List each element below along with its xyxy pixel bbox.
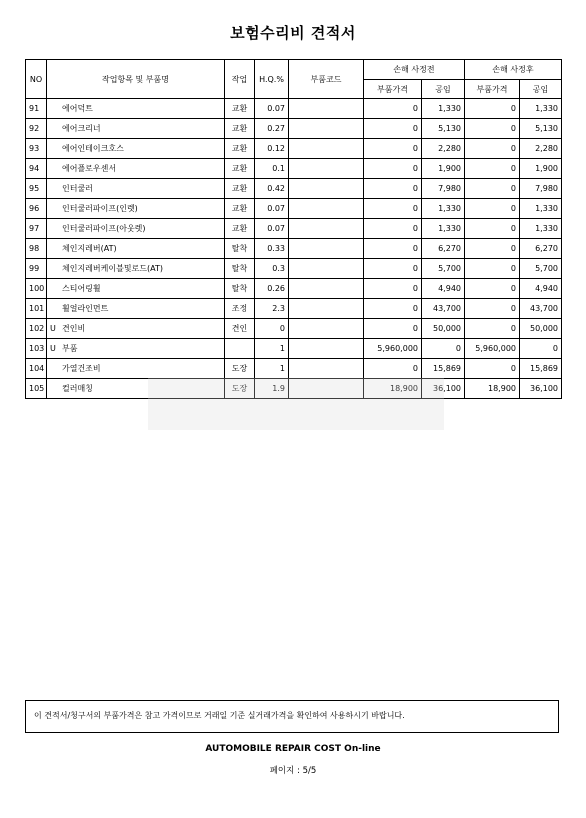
- row-part-code: [289, 199, 364, 219]
- header-no: NO: [26, 60, 47, 99]
- table-row: [26, 119, 562, 139]
- row-work-type: 조정: [225, 299, 255, 319]
- row-hq: 1: [255, 339, 289, 359]
- row-item-name: [47, 319, 225, 339]
- row-labor-after: 4,940: [520, 279, 562, 299]
- header-before-assessment: 손해 사정전: [364, 60, 465, 80]
- table-row: [26, 179, 562, 199]
- row-part-price-after: 18,900: [465, 379, 520, 399]
- row-part-price-before: 0: [364, 319, 422, 339]
- row-hq: 1.9: [255, 379, 289, 399]
- row-item-label: 에어인테이크호스: [62, 144, 124, 153]
- row-labor-before: 1,330: [422, 199, 465, 219]
- row-part-price-after: 0: [465, 99, 520, 119]
- row-labor-before: 5,130: [422, 119, 465, 139]
- row-labor-after: 43,700: [520, 299, 562, 319]
- table-row: [26, 239, 562, 259]
- row-hq: 0.07: [255, 199, 289, 219]
- row-part-code: [289, 159, 364, 179]
- row-labor-after: 1,330: [520, 199, 562, 219]
- row-labor-before: 4,940: [422, 279, 465, 299]
- header-labor-before: 공임: [422, 80, 465, 99]
- row-labor-before: 7,980: [422, 179, 465, 199]
- row-hq: 0.1: [255, 159, 289, 179]
- row-hq: 0.12: [255, 139, 289, 159]
- row-item-label: 컬러매칭: [62, 384, 93, 393]
- row-work-type: 견인: [225, 319, 255, 339]
- row-part-price-before: 0: [364, 279, 422, 299]
- row-work-type: 탈착: [225, 279, 255, 299]
- row-part-code: [289, 339, 364, 359]
- row-part-price-after: 0: [465, 139, 520, 159]
- row-work-type: 교환: [225, 179, 255, 199]
- row-item-label: 체인지레버(AT): [62, 244, 117, 253]
- row-part-price-after: 0: [465, 259, 520, 279]
- row-part-code: [289, 279, 364, 299]
- page-number: 페이지 : 5/5: [269, 766, 317, 776]
- row-hq: 0.33: [255, 239, 289, 259]
- row-part-price-before: 0: [364, 259, 422, 279]
- row-item-name: [47, 279, 225, 299]
- row-part-code: [289, 259, 364, 279]
- header-work: 작업: [225, 60, 255, 99]
- header-hq: H.Q.%: [255, 60, 289, 99]
- row-part-price-before: 0: [364, 239, 422, 259]
- row-part-code: [289, 359, 364, 379]
- row-work-type: 도장: [225, 379, 255, 399]
- row-item-label: 인터쿨러파이프(인렛): [62, 204, 138, 213]
- row-item-label: 에어플로우센서: [62, 164, 117, 173]
- row-labor-before: 5,700: [422, 259, 465, 279]
- row-labor-after: 36,100: [520, 379, 562, 399]
- row-item-name: [47, 219, 225, 239]
- row-item-label: 부품: [62, 344, 78, 353]
- row-labor-after: 1,330: [520, 99, 562, 119]
- row-no: 103: [26, 339, 47, 359]
- row-work-type: 교환: [225, 159, 255, 179]
- row-labor-after: 50,000: [520, 319, 562, 339]
- disclaimer-note: 이 견적서/청구서의 부품가격은 참고 가격이므로 거래일 기준 실거래가격을 확인하여 사용하시기 바랍니다.: [25, 700, 559, 733]
- row-hq: 0.27: [255, 119, 289, 139]
- row-part-code: [289, 119, 364, 139]
- row-no: 102: [26, 319, 47, 339]
- row-labor-after: 5,130: [520, 119, 562, 139]
- row-no: 96: [26, 199, 47, 219]
- table-row: [26, 259, 562, 279]
- row-labor-before: 1,900: [422, 159, 465, 179]
- row-item-name: [47, 179, 225, 199]
- header-item: 작업항목 및 부품명: [47, 60, 225, 99]
- row-labor-before: 36,100: [422, 379, 465, 399]
- row-item-name: [47, 119, 225, 139]
- row-labor-after: 0: [520, 339, 562, 359]
- row-work-type: 도장: [225, 359, 255, 379]
- table-row: [26, 319, 562, 339]
- row-work-type: 탈착: [225, 239, 255, 259]
- row-item-name: [47, 199, 225, 219]
- row-item-name: [47, 99, 225, 119]
- table-row: [26, 159, 562, 179]
- row-no: 94: [26, 159, 47, 179]
- row-no: 91: [26, 99, 47, 119]
- table-row: [26, 139, 562, 159]
- row-work-type: 교환: [225, 99, 255, 119]
- row-work-type: 교환: [225, 219, 255, 239]
- row-part-price-before: 0: [364, 99, 422, 119]
- row-hq: 0.07: [255, 219, 289, 239]
- row-hq: 0: [255, 319, 289, 339]
- row-part-code: [289, 139, 364, 159]
- row-item-label: 스티어링휠: [62, 284, 101, 293]
- row-part-price-after: 0: [465, 239, 520, 259]
- row-hq: 2.3: [255, 299, 289, 319]
- row-part-price-before: 5,960,000: [364, 339, 422, 359]
- table-row: [26, 219, 562, 239]
- row-part-price-after: 0: [465, 219, 520, 239]
- row-item-name: [47, 139, 225, 159]
- row-part-price-before: 0: [364, 119, 422, 139]
- row-no: 101: [26, 299, 47, 319]
- row-no: 95: [26, 179, 47, 199]
- row-item-label: 견인비: [62, 324, 86, 333]
- row-labor-after: 6,270: [520, 239, 562, 259]
- row-no: 97: [26, 219, 47, 239]
- row-no: 98: [26, 239, 47, 259]
- row-part-price-after: 0: [465, 199, 520, 219]
- table-row: [26, 339, 562, 359]
- row-no: 92: [26, 119, 47, 139]
- table-row: [26, 359, 562, 379]
- row-item-label: 가열건조비: [62, 364, 101, 373]
- row-work-type: 교환: [225, 119, 255, 139]
- row-part-price-before: 0: [364, 139, 422, 159]
- header-after-assessment: 손해 사정후: [465, 60, 562, 80]
- row-part-price-after: 0: [465, 299, 520, 319]
- row-labor-before: 15,869: [422, 359, 465, 379]
- row-part-price-before: 0: [364, 159, 422, 179]
- row-part-price-after: 0: [465, 359, 520, 379]
- row-item-label: 인터쿨러파이프(아웃렛): [62, 224, 146, 233]
- row-labor-after: 1,330: [520, 219, 562, 239]
- row-labor-after: 5,700: [520, 259, 562, 279]
- table-row: [26, 279, 562, 299]
- estimate-table: [25, 59, 562, 399]
- row-labor-before: 43,700: [422, 299, 465, 319]
- row-item-label: 인터쿨러: [62, 184, 93, 193]
- table-row: [26, 199, 562, 219]
- row-hq: 0.42: [255, 179, 289, 199]
- row-u-flag: U: [50, 324, 56, 333]
- row-work-type: 교환: [225, 139, 255, 159]
- row-item-name: [47, 299, 225, 319]
- row-work-type: 탈착: [225, 259, 255, 279]
- row-part-price-before: 0: [364, 299, 422, 319]
- header-part-price-before: 부품가격: [364, 80, 422, 99]
- row-no: 100: [26, 279, 47, 299]
- row-hq: 0.26: [255, 279, 289, 299]
- row-part-code: [289, 239, 364, 259]
- row-labor-before: 1,330: [422, 219, 465, 239]
- row-labor-before: 2,280: [422, 139, 465, 159]
- row-labor-after: 15,869: [520, 359, 562, 379]
- row-labor-before: 6,270: [422, 239, 465, 259]
- header-labor-after: 공임: [520, 80, 562, 99]
- row-item-name: [47, 159, 225, 179]
- row-item-name: [47, 339, 225, 359]
- row-item-name: [47, 359, 225, 379]
- header-part-price-after: 부품가격: [465, 80, 520, 99]
- row-work-type: 교환: [225, 199, 255, 219]
- row-part-code: [289, 299, 364, 319]
- row-hq: 1: [255, 359, 289, 379]
- row-part-code: [289, 219, 364, 239]
- row-hq: 0.07: [255, 99, 289, 119]
- estimate-rows: [26, 99, 562, 399]
- row-part-price-before: 0: [364, 179, 422, 199]
- row-labor-after: 2,280: [520, 139, 562, 159]
- row-item-label: 에어크리너: [62, 124, 101, 133]
- row-labor-before: 50,000: [422, 319, 465, 339]
- row-part-price-after: 0: [465, 279, 520, 299]
- row-part-code: [289, 179, 364, 199]
- row-part-price-after: 0: [465, 319, 520, 339]
- row-part-price-before: 0: [364, 359, 422, 379]
- row-labor-after: 7,980: [520, 179, 562, 199]
- row-part-price-after: 0: [465, 179, 520, 199]
- row-item-label: 휠얼라인먼트: [62, 304, 109, 313]
- header-part-code: 부품코드: [289, 60, 364, 99]
- footer-title: AUTOMOBILE REPAIR COST On-line: [205, 744, 381, 754]
- row-no: 104: [26, 359, 47, 379]
- row-item-label: 에어덕트: [62, 104, 93, 113]
- row-part-price-before: 0: [364, 219, 422, 239]
- row-part-code: [289, 99, 364, 119]
- row-labor-after: 1,900: [520, 159, 562, 179]
- row-part-price-after: 0: [465, 159, 520, 179]
- table-row: [26, 299, 562, 319]
- row-item-name: [47, 239, 225, 259]
- row-hq: 0.3: [255, 259, 289, 279]
- row-item-label: 체인지레버케이블및로드(AT): [62, 264, 163, 273]
- row-part-price-after: 5,960,000: [465, 339, 520, 359]
- row-work-type: [225, 339, 255, 359]
- document-title: 보험수리비 견적서: [230, 24, 356, 42]
- row-labor-before: 1,330: [422, 99, 465, 119]
- row-part-code: [289, 319, 364, 339]
- row-labor-before: 0: [422, 339, 465, 359]
- watermark: [148, 378, 444, 430]
- row-no: 99: [26, 259, 47, 279]
- row-item-name: [47, 259, 225, 279]
- row-u-flag: U: [50, 344, 56, 353]
- row-part-price-before: 18,900: [364, 379, 422, 399]
- row-part-price-after: 0: [465, 119, 520, 139]
- row-part-price-before: 0: [364, 199, 422, 219]
- table-row: [26, 99, 562, 119]
- row-no: 105: [26, 379, 47, 399]
- row-no: 93: [26, 139, 47, 159]
